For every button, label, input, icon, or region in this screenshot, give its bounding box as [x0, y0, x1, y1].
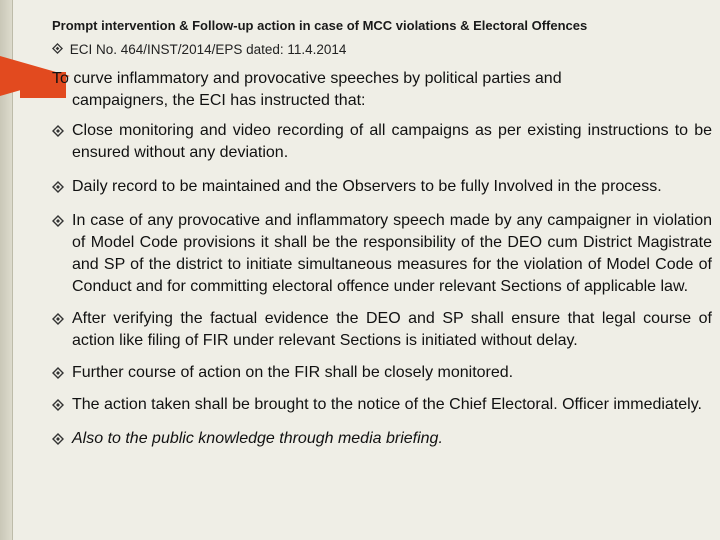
- bullet-text: Daily record to be maintained and the Observers to be fully Involved in the process.: [72, 178, 662, 195]
- diamond-bullet-icon: [52, 215, 64, 227]
- bullet-text: In case of any provocative and inflammatory speech made by any campaigner in violation of Model Code provisions it shall be the responsibility of the DEO cum District Magistrate and SP of the district to initiate simultaneous measures for the violation of Model Code of Conduct and for committing electoral offence under relevant Sections of applicable law.: [72, 212, 712, 295]
- bullet-text: Also to the public knowledge through media briefing.: [72, 430, 443, 447]
- reference-text: ECI No. 464/INST/2014/EPS dated: 11.4.2014: [69, 42, 347, 57]
- list-item: [52, 428, 712, 450]
- intro-paragraph: [52, 68, 652, 112]
- bullet-text: The action taken shall be brought to the notice of the Chief Electoral. Officer immediately.: [72, 396, 702, 413]
- bullet-text: Further course of action on the FIR shall be closely monitored.: [72, 364, 514, 381]
- diamond-bullet-icon: [52, 313, 64, 325]
- intro-line-1: To curve inflammatory and provocative speeches by political parties and: [52, 70, 562, 87]
- diamond-bullet-icon: [52, 433, 64, 445]
- list-item: [52, 394, 712, 416]
- list-item: [52, 308, 712, 352]
- bullet-list: [52, 118, 712, 450]
- list-item: [52, 120, 712, 164]
- intro-line-2: campaigners, the ECI has instructed that:: [72, 92, 366, 109]
- diamond-bullet-icon: [52, 125, 64, 137]
- list-item: [52, 362, 712, 384]
- list-item: [52, 176, 712, 198]
- slide-title: Prompt intervention & Follow-up action in case of MCC violations & Electoral Offences: [52, 18, 588, 33]
- diamond-bullet-icon: [52, 399, 64, 411]
- bullet-text: After verifying the factual evidence the DEO and SP shall ensure that legal course of action like filing of FIR under relevant Sections is initiated without delay.: [72, 310, 712, 349]
- diamond-bullet-icon: [52, 367, 64, 379]
- diamond-bullet-icon: [52, 181, 64, 193]
- bullet-text: Close monitoring and video recording of all campaigns as per existing instructions to be ensured without any deviation.: [72, 122, 712, 161]
- diamond-bullet-icon: [52, 42, 66, 57]
- list-item: [52, 210, 712, 298]
- reference-line: [52, 42, 712, 57]
